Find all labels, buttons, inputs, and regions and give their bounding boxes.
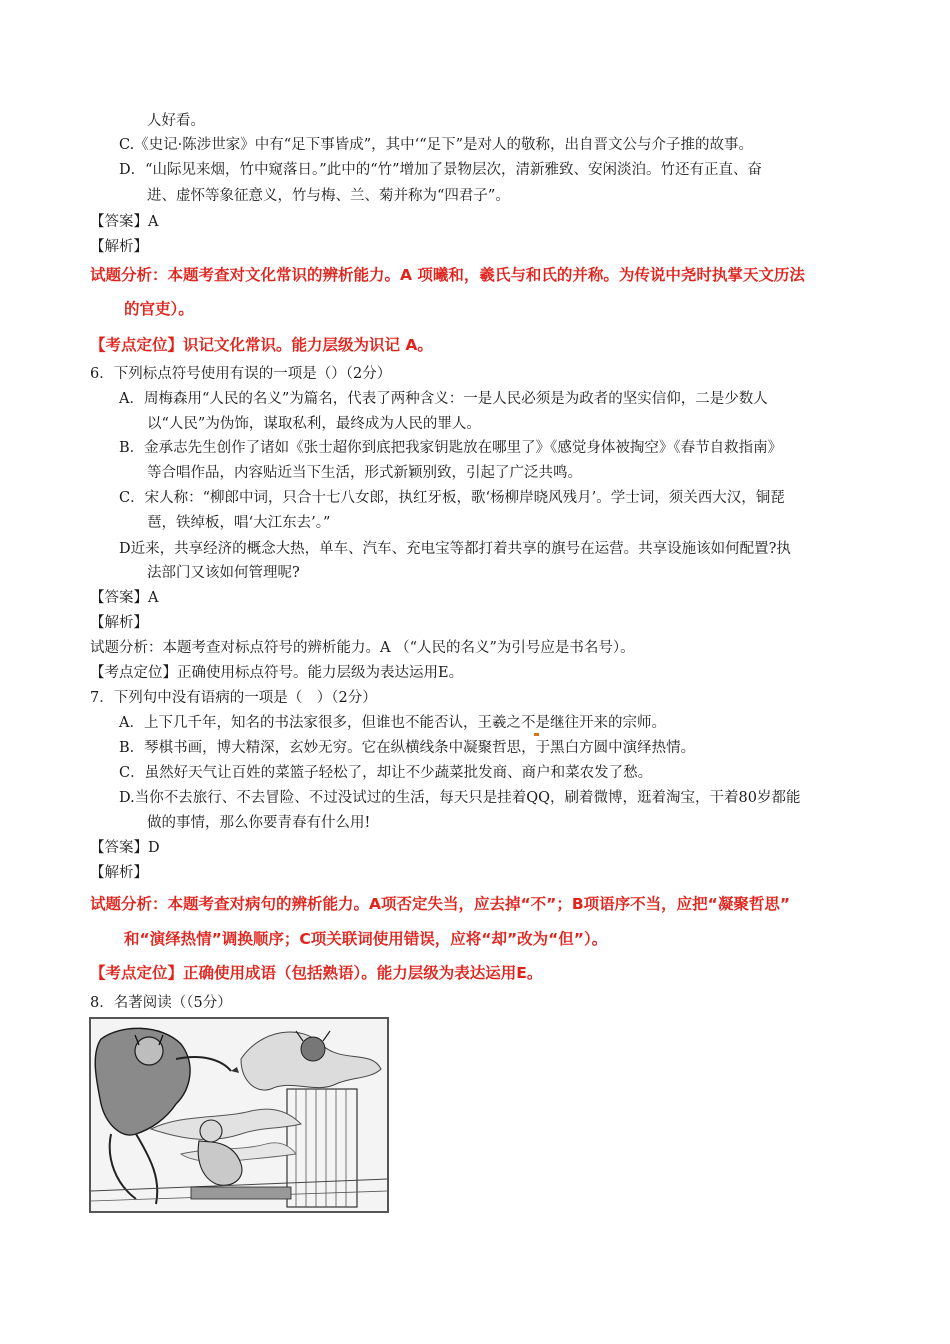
q5-option-c: C.《史记·陈涉世家》中有“足下事皆成”，其中‘“足下”是对人的敬称，出自晋文公与介子推的故事。 (119, 137, 754, 153)
q7-analysis-label: 【解析】 (90, 865, 148, 881)
q5-analysis-line2: 的官吏）。 (124, 300, 194, 318)
q6-option-b-line2: 等合唱作品，内容贴近当下生活，形式新颖别致，引起了广泛共鸣。 (147, 465, 582, 481)
highlight-mark (534, 733, 539, 736)
q7-analysis-line2: 和“演绎热情”调换顺序；C项关联词使用错误，应将“却”改为“但”）。 (124, 930, 608, 948)
q5-point: 【考点定位】识记文化常识。能力层级为识记 A。 (90, 336, 433, 354)
q5-option-d-line1: D．“山际见来烟，竹中窥落日。”此中的“竹”增加了景物层次，清新雅致、安闲淡泊。竹还有正直、奋 (119, 162, 763, 178)
q6-option-c-line1: C．宋人称：“柳郎中词，只合十七八女郎，执红牙板，歌‘杨柳岸晓风残月’。学士词，须关西大汉，铜琵 (119, 490, 785, 506)
q6-answer: 【答案】A (90, 590, 159, 606)
q5-option-b-tail: 人好看。 (147, 113, 205, 129)
q5-analysis-line1: 试题分析：本题考查对文化常识的辨析能力。A 项曦和，羲氏与和氏的并称。为传说中尧时执掌天文历法 (90, 266, 805, 284)
q8-stem: 8．名著阅读（（5分） (90, 995, 232, 1011)
q7-option-d-line2: 做的事情，那么你要青春有什么用! (147, 815, 371, 831)
q6-option-d-line1: D近来，共享经济的概念大热，单车、汽车、充电宝等都打着共享的旗号在运营。共享设施该如何配置?执 (119, 541, 791, 557)
q5-answer: 【答案】A (90, 214, 159, 230)
q7-option-a: A．上下几千年，知名的书法家很多，但谁也不能否认，王羲之不是继往开来的宗师。 (119, 715, 666, 731)
q6-analysis-label: 【解析】 (90, 615, 148, 631)
q6-option-a-line2: 以“人民”为伪饰，谋取私利，最终成为人民的罪人。 (147, 416, 481, 432)
q5-option-d-line2: 进、虚怀等象征意义，竹与梅、兰、菊并称为“四君子”。 (147, 188, 510, 204)
q7-stem: 7．下列句中没有语病的一项是（ ）（2分） (90, 690, 377, 706)
q6-option-a-line1: A．周梅森用“人民的名义”为篇名，代表了两种含义：一是人民必须是为政者的坚实信仰，二是少数人 (119, 391, 768, 407)
q7-option-b: B．琴棋书画，博大精深，玄妙无穷。它在纵横线条中凝聚哲思，于黑白方圆中演绎热情。 (119, 740, 696, 756)
q6-analysis: 试题分析：本题考查对标点符号的辨析能力。A （“人民的名义”为引号应是书名号）。 (90, 640, 635, 656)
q7-answer: 【答案】D (90, 840, 160, 856)
q7-option-d-line1: D.当你不去旅行、不去冒险、不过没试过的生活，每天只是挂着QQ，刷着微博，逛着淘宝，干着80岁都能 (119, 790, 801, 806)
q6-point: 【考点定位】正确使用标点符号。能力层级为表达运用E。 (90, 665, 464, 681)
q6-option-b-line1: B．金承志先生创作了诸如《张士超你到底把我家钥匙放在哪里了》《感觉身体被掏空》《春节自救指南》 (119, 440, 783, 456)
q6-stem: 6．下列标点符号使用有误的一项是（）（2分） (90, 366, 392, 382)
q7-analysis-line1: 试题分析：本题考查对病句的辨析能力。A项否定失当，应去掉“不”；B项语序不当，应把“凝聚哲思” (90, 895, 791, 913)
q6-option-d-line2: 法部门又该如何管理呢? (147, 565, 300, 581)
q6-option-c-line2: 琶，铁绰板，唱‘大江东去’。” (147, 515, 331, 531)
q7-point: 【考点定位】正确使用成语（包括熟语）。能力层级为表达运用E。 (90, 964, 543, 982)
illustration (89, 1017, 389, 1213)
ink-drawing-illustration (91, 1019, 387, 1211)
q5-analysis-label: 【解析】 (90, 239, 148, 255)
q7-option-c: C．虽然好天气让百姓的菜篮子轻松了，却让不少蔬菜批发商、商户和菜农发了愁。 (119, 765, 653, 781)
